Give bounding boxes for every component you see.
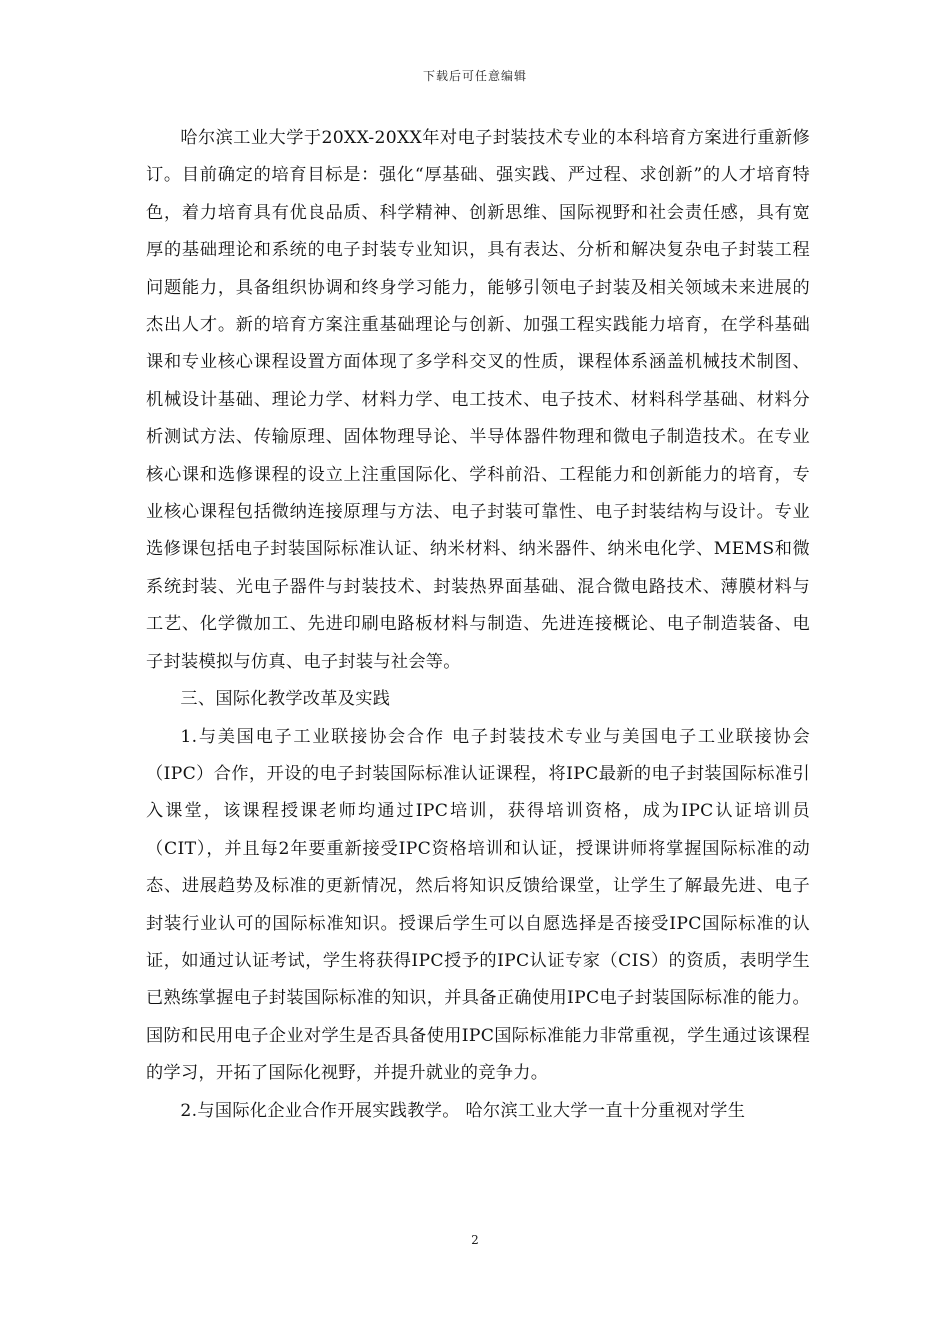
section-heading: 三、国际化教学改革及实践 (180, 689, 391, 710)
paragraph-enterprise-cooperation: 2.与国际化企业合作开展实践教学。 哈尔滨工业大学一直十分重视对学生 (180, 1100, 746, 1121)
document-body (146, 120, 810, 1130)
page-number: 2 (471, 1233, 479, 1247)
paragraph-curriculum: 哈尔滨工业大学于20XX-20XX年对电子封装技术专业的本科培育方案进行重新修订。目前确定的培育目标是：强化“厚基础、强实践、严过程、求创新”的人才培育特色，着力培育具有优良品质、科学精神、创新思维、国际视野和社会责任感，具有宽厚的基础理论和系统的电子封装专业知识，具有表达、分析和解决复杂电子封装工程问题能力，具备组织协调和终身学习能力，能够引领电子封装及相关领域未来进展的杰出人才。新的培育方案注重基础理论与创新、加强工程实践能力培育，在学科基础课和专业核心课程设置方面体现了多学科交叉的性质，课程体系涵盖机械技术制图、机械设计基础、理论力学、材料力学、电工技术、电子技术、材料科学基础、材料分析测试方法、传输原理、固体物理导论、半导体器件物理和微电子制造技术。在专业核心课和选修课程的设立上注重国际化、学科前沿、工程能力和创新能力的培育，专业核心课程包括微纳连接原理与方法、电子封装可靠性、电子封装结构与设计。专业选修课包括电子封装国际标准认证、纳米材料、纳米器件、纳米电化学、MEMS和微系统封装、光电子器件与封装技术、封装热界面基础、混合微电路技术、薄膜材料与工艺、化学微加工、先进印刷电路板材料与制造、先进连接概论、电子制造装备、电子封装模拟与仿真、电子封装与社会等。 (146, 128, 810, 672)
paragraph-ipc-cooperation: 1.与美国电子工业联接协会合作 电子封装技术专业与美国电子工业联接协会（IPC）合作，开设的电子封装国际标准认证课程，将IPC最新的电子封装国际标准引入课堂，该课程授课老师均通过IPC培训，获得培训资格，成为IPC认证培训员（CIT），并且每2年要重新接受IPC资格培训和认证，授课讲师将掌握国际标准的动态、进展趋势及标准的更新情况，然后将知识反馈给课堂，让学生了解最先进、电子封装行业认可的国际标准知识。授课后学生可以自愿选择是否接受IPC国际标准的认证，如通过认证考试，学生将获得IPC授予的IPC认证专家（CIS）的资质，表明学生已熟练掌握电子封装国际标准的知识，并具备正确使用IPC电子封装国际标准的能力。国防和民用电子企业对学生是否具备使用IPC国际标准能力非常重视，学生通过该课程的学习，开拓了国际化视野，并提升就业的竞争力。 (146, 726, 810, 1084)
page-header: 下载后可任意编辑 (422, 69, 527, 83)
